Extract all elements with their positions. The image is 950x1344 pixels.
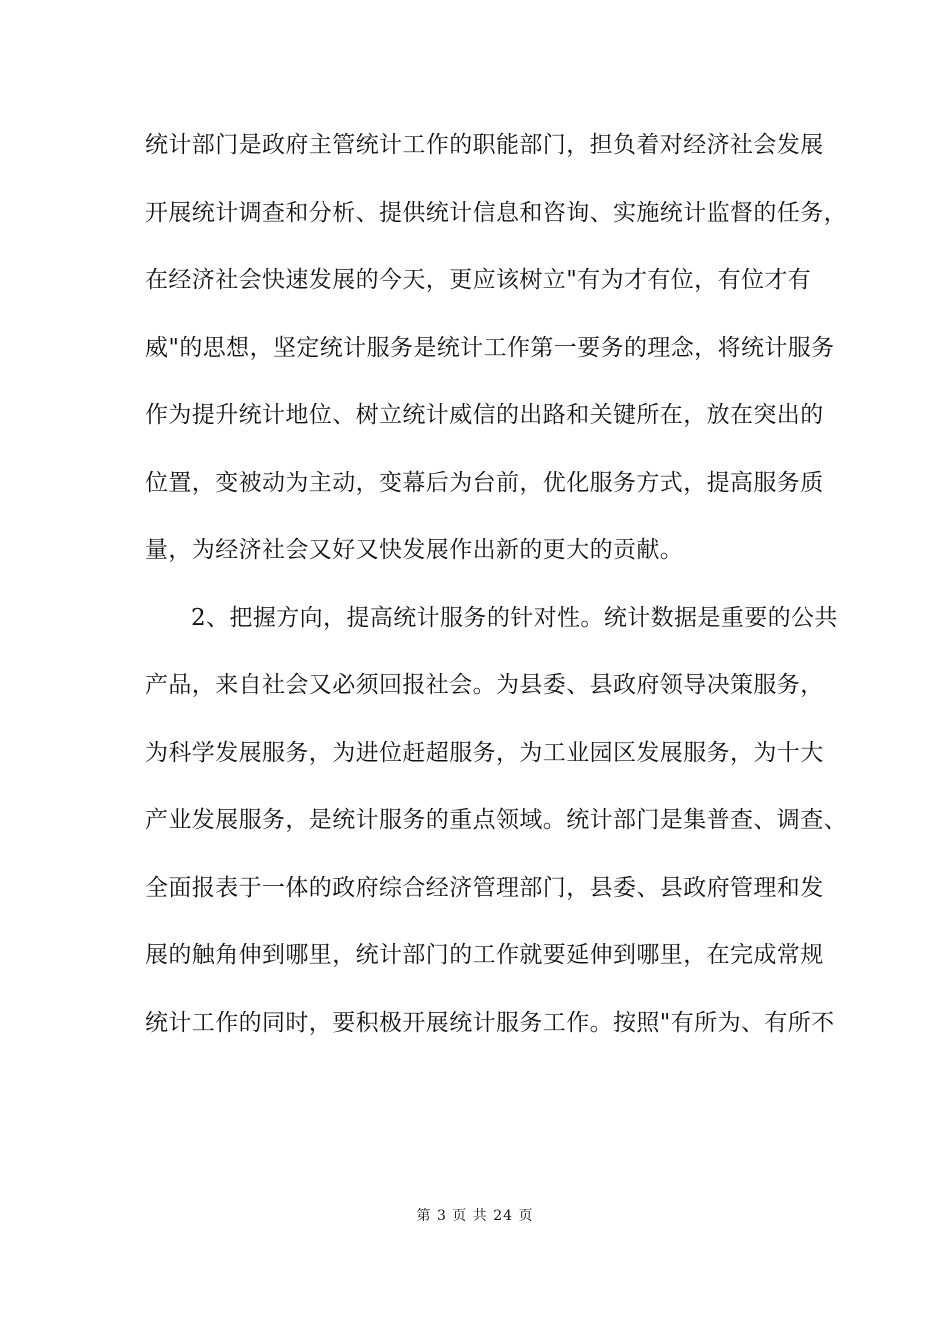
page-number-label: 第 3 页 共 24 页 xyxy=(416,1208,534,1224)
text-line-11: 产业发展服务，是统计服务的重点领域。统计部门是集普查、调查、 xyxy=(145,807,847,833)
text-line-6: 位置，变被动为主动，变幕后为台前，优化服务方式，提高服务质 xyxy=(145,469,824,496)
text-line-9: 产品，来自社会又必须回报社会。为县委、县政府领导决策服务， xyxy=(145,672,824,698)
text-line-3: 在经济社会快速发展的今天，更应该树立"有为才有位，有位才有 xyxy=(145,267,812,293)
text-line-7: 量，为经济社会又好又快发展作出新的更大的贡献。 xyxy=(145,537,684,563)
text-line-12: 全面报表于一体的政府综合经济管理部门，县委、县政府管理和发 xyxy=(145,874,824,901)
text-line-2: 开展统计调查和分析、提供统计信息和咨询、实施统计监督的任务， xyxy=(145,199,847,226)
text-line-13: 展的触角伸到哪里，统计部门的工作就要延伸到哪里，在完成常规 xyxy=(145,942,824,968)
body-text xyxy=(145,132,847,1079)
page-footer xyxy=(0,1209,950,1223)
text-line-5: 作为提升统计地位、树立统计威信的出路和关键所在，放在突出的 xyxy=(145,402,824,428)
text-line-14: 统计工作的同时，要积极开展统计服务工作。按照"有所为、有所不 xyxy=(145,1009,835,1036)
text-line-10: 为科学发展服务，为进位赶超服务，为工业园区发展服务，为十大 xyxy=(145,739,824,766)
text-line-1: 统计部门是政府主管统计工作的职能部门，担负着对经济社会发展 xyxy=(145,132,824,158)
text-line-4: 威"的思想，坚定统计服务是统计工作第一要务的理念，将统计服务 xyxy=(145,334,835,361)
text-line-8: 2、把握方向，提高统计服务的针对性。统计数据是重要的公共 xyxy=(191,604,838,631)
